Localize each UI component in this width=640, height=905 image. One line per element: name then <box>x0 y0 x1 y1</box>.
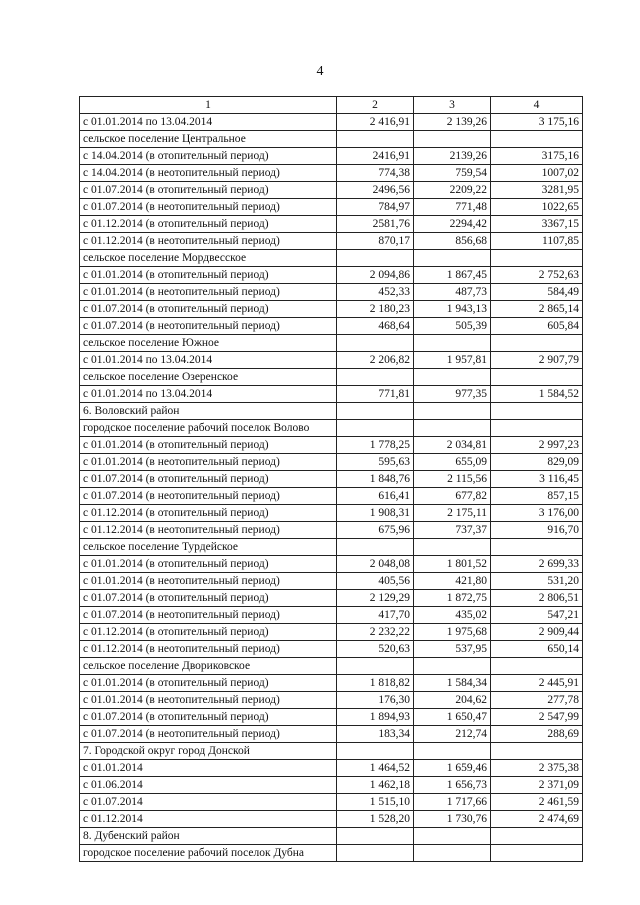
value-cell <box>491 403 583 420</box>
value-cell <box>491 131 583 148</box>
value-cell: 2 547,99 <box>491 709 583 726</box>
value-cell <box>337 658 414 675</box>
value-cell <box>491 335 583 352</box>
section-row <box>80 335 583 352</box>
period-cell: с 01.07.2014 <box>80 794 337 811</box>
table-row <box>80 216 583 233</box>
value-cell: 2 115,56 <box>414 471 491 488</box>
value-cell: 3 175,16 <box>491 114 583 131</box>
table-row <box>80 709 583 726</box>
period-cell: с 01.01.2014 (в неотопительный период) <box>80 573 337 590</box>
period-cell: с 01.01.2014 <box>80 760 337 777</box>
value-cell <box>337 250 414 267</box>
value-cell <box>414 369 491 386</box>
value-cell: 1 894,93 <box>337 709 414 726</box>
section-row <box>80 743 583 760</box>
table-row <box>80 437 583 454</box>
value-cell: 1 867,45 <box>414 267 491 284</box>
value-cell: 1 872,75 <box>414 590 491 607</box>
table-row <box>80 624 583 641</box>
value-cell <box>491 369 583 386</box>
value-cell: 1 656,73 <box>414 777 491 794</box>
value-cell: 288,69 <box>491 726 583 743</box>
value-cell: 771,81 <box>337 386 414 403</box>
value-cell: 421,80 <box>414 573 491 590</box>
table-row <box>80 794 583 811</box>
period-cell: с 01.07.2014 (в отопительный период) <box>80 709 337 726</box>
value-cell: 2 129,29 <box>337 590 414 607</box>
value-cell: 1 818,82 <box>337 675 414 692</box>
value-cell: 856,68 <box>414 233 491 250</box>
value-cell <box>414 335 491 352</box>
period-cell: с 01.12.2014 (в неотопительный период) <box>80 641 337 658</box>
value-cell: 2416,91 <box>337 148 414 165</box>
value-cell: 1 650,47 <box>414 709 491 726</box>
table-row <box>80 811 583 828</box>
value-cell: 1 908,31 <box>337 505 414 522</box>
value-cell: 468,64 <box>337 318 414 335</box>
value-cell: 2 865,14 <box>491 301 583 318</box>
value-cell <box>337 369 414 386</box>
table-row <box>80 777 583 794</box>
value-cell: 1 515,10 <box>337 794 414 811</box>
section-title-cell: сельское поселение Турдейское <box>80 539 337 556</box>
value-cell <box>491 845 583 862</box>
value-cell: 1 584,52 <box>491 386 583 403</box>
value-cell <box>414 828 491 845</box>
period-cell: с 01.12.2014 (в неотопительный период) <box>80 233 337 250</box>
value-cell: 505,39 <box>414 318 491 335</box>
period-cell: с 01.07.2014 (в отопительный период) <box>80 590 337 607</box>
table-row <box>80 233 583 250</box>
value-cell: 176,30 <box>337 692 414 709</box>
value-cell <box>414 743 491 760</box>
value-cell: 2 752,63 <box>491 267 583 284</box>
value-cell <box>491 539 583 556</box>
value-cell: 3175,16 <box>491 148 583 165</box>
value-cell: 784,97 <box>337 199 414 216</box>
period-cell: с 01.01.2014 (в неотопительный период) <box>80 284 337 301</box>
page-number: 4 <box>316 64 324 79</box>
value-cell: 277,78 <box>491 692 583 709</box>
value-cell: 2 907,79 <box>491 352 583 369</box>
period-cell: с 01.07.2014 (в неотопительный период) <box>80 607 337 624</box>
value-cell <box>491 250 583 267</box>
value-cell: 1 778,25 <box>337 437 414 454</box>
value-cell: 520,63 <box>337 641 414 658</box>
period-cell: с 01.07.2014 (в неотопительный период) <box>80 199 337 216</box>
value-cell: 1 462,18 <box>337 777 414 794</box>
value-cell: 616,41 <box>337 488 414 505</box>
value-cell: 212,74 <box>414 726 491 743</box>
period-cell: с 01.01.2014 (в неотопительный период) <box>80 692 337 709</box>
period-cell: с 14.04.2014 (в отопительный период) <box>80 148 337 165</box>
section-title-cell: сельское поселение Двориковское <box>80 658 337 675</box>
period-cell: с 01.12.2014 (в отопительный период) <box>80 505 337 522</box>
table-row <box>80 301 583 318</box>
period-cell: с 01.01.2014 (в отопительный период) <box>80 437 337 454</box>
period-cell: с 01.01.2014 по 13.04.2014 <box>80 352 337 369</box>
value-cell <box>414 845 491 862</box>
value-cell: 870,17 <box>337 233 414 250</box>
value-cell: 655,09 <box>414 454 491 471</box>
value-cell: 1 730,76 <box>414 811 491 828</box>
value-cell: 537,95 <box>414 641 491 658</box>
table-row <box>80 114 583 131</box>
table-row <box>80 454 583 471</box>
period-cell: с 01.01.2014 (в неотопительный период) <box>80 454 337 471</box>
value-cell: 547,21 <box>491 607 583 624</box>
value-cell: 405,56 <box>337 573 414 590</box>
value-cell: 2 461,59 <box>491 794 583 811</box>
value-cell <box>337 828 414 845</box>
value-cell: 204,62 <box>414 692 491 709</box>
table-row <box>80 760 583 777</box>
value-cell: 771,48 <box>414 199 491 216</box>
value-cell: 2 175,11 <box>414 505 491 522</box>
period-cell: с 01.12.2014 <box>80 811 337 828</box>
section-title-cell: сельское поселение Озеренское <box>80 369 337 386</box>
table-row <box>80 182 583 199</box>
table-row <box>80 675 583 692</box>
value-cell <box>337 845 414 862</box>
table-row <box>80 556 583 573</box>
table-row <box>80 522 583 539</box>
value-cell <box>491 743 583 760</box>
header-cell: 4 <box>491 97 583 114</box>
value-cell <box>337 131 414 148</box>
period-cell: с 01.01.2014 (в отопительный период) <box>80 675 337 692</box>
value-cell: 1107,85 <box>491 233 583 250</box>
value-cell: 2 474,69 <box>491 811 583 828</box>
section-title-cell: городское поселение рабочий поселок Дубна <box>80 845 337 862</box>
period-cell: с 01.07.2014 (в неотопительный период) <box>80 726 337 743</box>
value-cell <box>337 539 414 556</box>
value-cell: 2294,42 <box>414 216 491 233</box>
period-cell: с 01.07.2014 (в отопительный период) <box>80 471 337 488</box>
value-cell: 2 375,38 <box>491 760 583 777</box>
table-row <box>80 607 583 624</box>
value-cell: 2 180,23 <box>337 301 414 318</box>
value-cell: 1 957,81 <box>414 352 491 369</box>
value-cell: 1 528,20 <box>337 811 414 828</box>
value-cell: 3367,15 <box>491 216 583 233</box>
value-cell: 3 116,45 <box>491 471 583 488</box>
period-cell: с 14.04.2014 (в неотопительный период) <box>80 165 337 182</box>
period-cell: с 01.01.2014 (в отопительный период) <box>80 267 337 284</box>
value-cell: 2 806,51 <box>491 590 583 607</box>
value-cell: 1022,65 <box>491 199 583 216</box>
value-cell: 2581,76 <box>337 216 414 233</box>
period-cell: с 01.01.2014 (в отопительный период) <box>80 556 337 573</box>
value-cell: 2 909,44 <box>491 624 583 641</box>
table-row <box>80 318 583 335</box>
table-row <box>80 505 583 522</box>
value-cell <box>414 250 491 267</box>
section-title-cell: 7. Городской округ город Донской <box>80 743 337 760</box>
value-cell: 2 445,91 <box>491 675 583 692</box>
value-cell: 2 094,86 <box>337 267 414 284</box>
value-cell: 183,34 <box>337 726 414 743</box>
table-row <box>80 471 583 488</box>
section-row <box>80 369 583 386</box>
value-cell <box>491 828 583 845</box>
header-cell: 3 <box>414 97 491 114</box>
value-cell: 2 034,81 <box>414 437 491 454</box>
value-cell: 1 943,13 <box>414 301 491 318</box>
value-cell: 452,33 <box>337 284 414 301</box>
section-title-cell: 6. Воловский район <box>80 403 337 420</box>
table-row <box>80 386 583 403</box>
table-row <box>80 590 583 607</box>
value-cell <box>337 420 414 437</box>
table-row <box>80 199 583 216</box>
value-cell: 2 232,22 <box>337 624 414 641</box>
value-cell: 1 717,66 <box>414 794 491 811</box>
period-cell: с 01.07.2014 (в неотопительный период) <box>80 318 337 335</box>
table-row <box>80 148 583 165</box>
value-cell: 759,54 <box>414 165 491 182</box>
table-row <box>80 284 583 301</box>
value-cell <box>414 403 491 420</box>
value-cell: 605,84 <box>491 318 583 335</box>
value-cell: 857,15 <box>491 488 583 505</box>
table-header-row <box>80 97 583 114</box>
value-cell <box>414 658 491 675</box>
value-cell: 829,09 <box>491 454 583 471</box>
value-cell: 1 848,76 <box>337 471 414 488</box>
value-cell: 2 699,33 <box>491 556 583 573</box>
table-row <box>80 692 583 709</box>
value-cell: 737,37 <box>414 522 491 539</box>
value-cell: 3 176,00 <box>491 505 583 522</box>
value-cell: 977,35 <box>414 386 491 403</box>
value-cell: 2 139,26 <box>414 114 491 131</box>
value-cell: 595,63 <box>337 454 414 471</box>
table-row <box>80 726 583 743</box>
header-cell: 1 <box>80 97 337 114</box>
value-cell: 584,49 <box>491 284 583 301</box>
period-cell: с 01.01.2014 по 13.04.2014 <box>80 386 337 403</box>
table-row <box>80 267 583 284</box>
table-row <box>80 352 583 369</box>
period-cell: с 01.12.2014 (в отопительный период) <box>80 216 337 233</box>
value-cell: 1 801,52 <box>414 556 491 573</box>
period-cell: с 01.07.2014 (в отопительный период) <box>80 301 337 318</box>
value-cell: 2139,26 <box>414 148 491 165</box>
value-cell: 2 371,09 <box>491 777 583 794</box>
value-cell: 487,73 <box>414 284 491 301</box>
period-cell: с 01.07.2014 (в неотопительный период) <box>80 488 337 505</box>
value-cell: 2 997,23 <box>491 437 583 454</box>
period-cell: с 01.01.2014 по 13.04.2014 <box>80 114 337 131</box>
value-cell: 916,70 <box>491 522 583 539</box>
section-title-cell: сельское поселение Южное <box>80 335 337 352</box>
table-row <box>80 641 583 658</box>
value-cell: 435,02 <box>414 607 491 624</box>
section-title-cell: 8. Дубенский район <box>80 828 337 845</box>
value-cell: 2 206,82 <box>337 352 414 369</box>
value-cell: 1 659,46 <box>414 760 491 777</box>
value-cell: 677,82 <box>414 488 491 505</box>
value-cell: 531,20 <box>491 573 583 590</box>
value-cell: 774,38 <box>337 165 414 182</box>
period-cell: с 01.12.2014 (в неотопительный период) <box>80 522 337 539</box>
value-cell: 675,96 <box>337 522 414 539</box>
value-cell <box>337 403 414 420</box>
section-row <box>80 403 583 420</box>
value-cell <box>491 658 583 675</box>
section-row <box>80 845 583 862</box>
value-cell: 1 975,68 <box>414 624 491 641</box>
value-cell <box>414 131 491 148</box>
value-cell <box>414 420 491 437</box>
table-row <box>80 165 583 182</box>
value-cell: 3281,95 <box>491 182 583 199</box>
period-cell: с 01.12.2014 (в отопительный период) <box>80 624 337 641</box>
value-cell: 2 048,08 <box>337 556 414 573</box>
table-row <box>80 488 583 505</box>
period-cell: с 01.06.2014 <box>80 777 337 794</box>
value-cell: 2209,22 <box>414 182 491 199</box>
section-row <box>80 539 583 556</box>
value-cell <box>414 539 491 556</box>
value-cell <box>337 335 414 352</box>
section-row <box>80 250 583 267</box>
section-title-cell: сельское поселение Мордвесское <box>80 250 337 267</box>
value-cell: 1 584,34 <box>414 675 491 692</box>
section-row <box>80 828 583 845</box>
tariff-table <box>79 96 583 862</box>
section-title-cell: сельское поселение Центральное <box>80 131 337 148</box>
value-cell: 1 464,52 <box>337 760 414 777</box>
period-cell: с 01.07.2014 (в отопительный период) <box>80 182 337 199</box>
table-row <box>80 573 583 590</box>
section-row <box>80 420 583 437</box>
value-cell: 2 416,91 <box>337 114 414 131</box>
value-cell <box>491 420 583 437</box>
value-cell: 417,70 <box>337 607 414 624</box>
value-cell <box>337 743 414 760</box>
header-cell: 2 <box>337 97 414 114</box>
section-row <box>80 131 583 148</box>
section-title-cell: городское поселение рабочий поселок Волово <box>80 420 337 437</box>
value-cell: 2496,56 <box>337 182 414 199</box>
value-cell: 1007,02 <box>491 165 583 182</box>
value-cell: 650,14 <box>491 641 583 658</box>
section-row <box>80 658 583 675</box>
